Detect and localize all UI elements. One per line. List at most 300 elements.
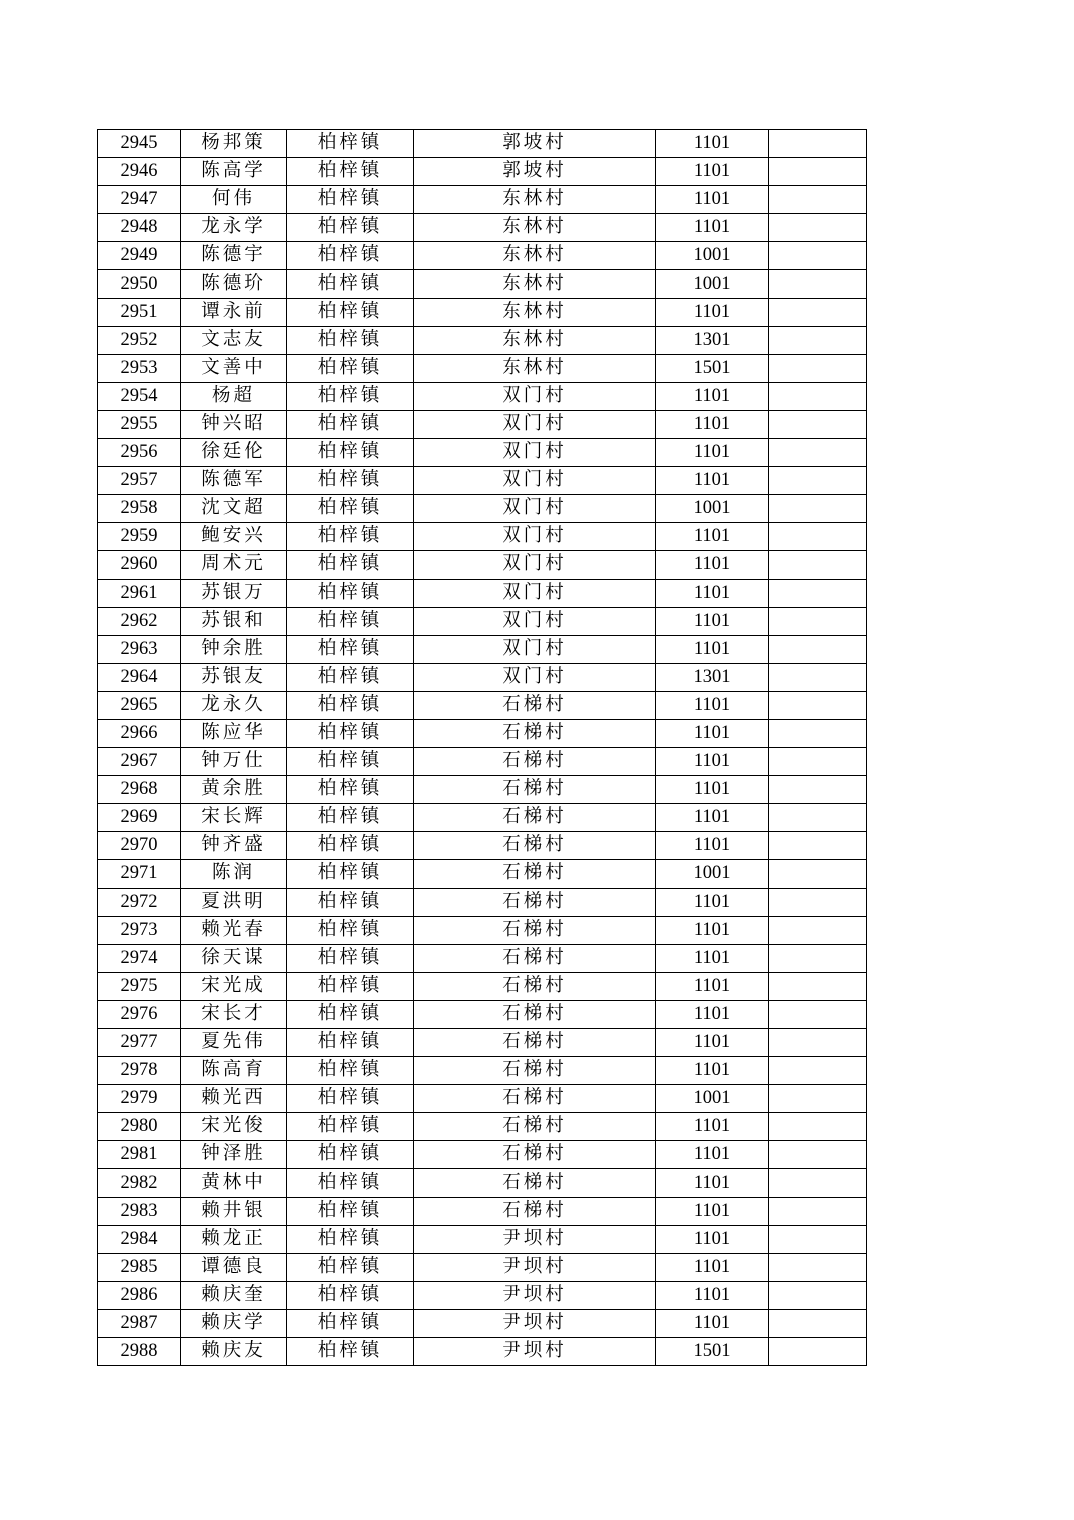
row-number-cell: 2967 bbox=[98, 748, 181, 776]
town-cell: 柏梓镇 bbox=[287, 242, 414, 270]
person-name-cell: 黄余胜 bbox=[181, 776, 287, 804]
person-name-cell: 陈润 bbox=[181, 860, 287, 888]
person-name-cell: 文志友 bbox=[181, 326, 287, 354]
town-cell: 柏梓镇 bbox=[287, 663, 414, 691]
person-name-cell: 赖庆学 bbox=[181, 1309, 287, 1337]
row-number-cell: 2947 bbox=[98, 186, 181, 214]
row-number-cell: 2961 bbox=[98, 579, 181, 607]
note-cell bbox=[769, 1197, 867, 1225]
table-row bbox=[98, 719, 867, 747]
village-cell: 尹坝村 bbox=[414, 1253, 656, 1281]
town-cell: 柏梓镇 bbox=[287, 635, 414, 663]
row-number-cell: 2970 bbox=[98, 832, 181, 860]
note-cell bbox=[769, 832, 867, 860]
note-cell bbox=[769, 298, 867, 326]
person-name-cell: 鲍安兴 bbox=[181, 523, 287, 551]
person-name-cell: 钟兴昭 bbox=[181, 410, 287, 438]
code-cell: 1101 bbox=[656, 186, 769, 214]
village-cell: 石梯村 bbox=[414, 860, 656, 888]
row-number-cell: 2974 bbox=[98, 944, 181, 972]
row-number-cell: 2971 bbox=[98, 860, 181, 888]
code-cell: 1101 bbox=[656, 1057, 769, 1085]
person-name-cell: 赖光春 bbox=[181, 916, 287, 944]
row-number-cell: 2978 bbox=[98, 1057, 181, 1085]
table-row bbox=[98, 242, 867, 270]
row-number-cell: 2975 bbox=[98, 972, 181, 1000]
note-cell bbox=[769, 663, 867, 691]
table-row bbox=[98, 635, 867, 663]
table-row bbox=[98, 804, 867, 832]
town-cell: 柏梓镇 bbox=[287, 748, 414, 776]
code-cell: 1101 bbox=[656, 214, 769, 242]
code-cell: 1001 bbox=[656, 1085, 769, 1113]
village-cell: 东林村 bbox=[414, 326, 656, 354]
person-name-cell: 钟余胜 bbox=[181, 635, 287, 663]
row-number-cell: 2968 bbox=[98, 776, 181, 804]
town-cell: 柏梓镇 bbox=[287, 495, 414, 523]
table-row bbox=[98, 748, 867, 776]
person-name-cell: 夏先伟 bbox=[181, 1029, 287, 1057]
code-cell: 1301 bbox=[656, 663, 769, 691]
town-cell: 柏梓镇 bbox=[287, 382, 414, 410]
code-cell: 1101 bbox=[656, 691, 769, 719]
table-row bbox=[98, 158, 867, 186]
village-cell: 双门村 bbox=[414, 410, 656, 438]
person-name-cell: 苏银万 bbox=[181, 579, 287, 607]
village-cell: 东林村 bbox=[414, 186, 656, 214]
code-cell: 1101 bbox=[656, 776, 769, 804]
row-number-cell: 2979 bbox=[98, 1085, 181, 1113]
code-cell: 1101 bbox=[656, 944, 769, 972]
table-row bbox=[98, 439, 867, 467]
village-cell: 石梯村 bbox=[414, 776, 656, 804]
note-cell bbox=[769, 860, 867, 888]
code-cell: 1101 bbox=[656, 410, 769, 438]
person-name-cell: 苏银和 bbox=[181, 607, 287, 635]
person-name-cell: 谭永前 bbox=[181, 298, 287, 326]
village-cell: 石梯村 bbox=[414, 1141, 656, 1169]
person-name-cell: 苏银友 bbox=[181, 663, 287, 691]
row-number-cell: 2982 bbox=[98, 1169, 181, 1197]
village-cell: 石梯村 bbox=[414, 748, 656, 776]
town-cell: 柏梓镇 bbox=[287, 832, 414, 860]
person-name-cell: 宋长辉 bbox=[181, 804, 287, 832]
note-cell bbox=[769, 270, 867, 298]
table-row bbox=[98, 326, 867, 354]
code-cell: 1101 bbox=[656, 1197, 769, 1225]
town-cell: 柏梓镇 bbox=[287, 326, 414, 354]
note-cell bbox=[769, 579, 867, 607]
table-row bbox=[98, 214, 867, 242]
village-cell: 东林村 bbox=[414, 354, 656, 382]
note-cell bbox=[769, 1253, 867, 1281]
code-cell: 1101 bbox=[656, 832, 769, 860]
row-number-cell: 2951 bbox=[98, 298, 181, 326]
town-cell: 柏梓镇 bbox=[287, 1141, 414, 1169]
person-name-cell: 宋光成 bbox=[181, 972, 287, 1000]
note-cell bbox=[769, 691, 867, 719]
row-number-cell: 2959 bbox=[98, 523, 181, 551]
village-cell: 石梯村 bbox=[414, 972, 656, 1000]
note-cell bbox=[769, 804, 867, 832]
town-cell: 柏梓镇 bbox=[287, 467, 414, 495]
town-cell: 柏梓镇 bbox=[287, 439, 414, 467]
table-row bbox=[98, 1281, 867, 1309]
note-cell bbox=[769, 607, 867, 635]
table-row bbox=[98, 523, 867, 551]
village-cell: 东林村 bbox=[414, 242, 656, 270]
row-number-cell: 2954 bbox=[98, 382, 181, 410]
person-name-cell: 文善中 bbox=[181, 354, 287, 382]
table-row bbox=[98, 495, 867, 523]
table-row bbox=[98, 1085, 867, 1113]
town-cell: 柏梓镇 bbox=[287, 214, 414, 242]
code-cell: 1001 bbox=[656, 860, 769, 888]
town-cell: 柏梓镇 bbox=[287, 579, 414, 607]
note-cell bbox=[769, 551, 867, 579]
village-cell: 石梯村 bbox=[414, 691, 656, 719]
note-cell bbox=[769, 242, 867, 270]
village-cell: 东林村 bbox=[414, 270, 656, 298]
person-name-cell: 赖庆奎 bbox=[181, 1281, 287, 1309]
village-cell: 双门村 bbox=[414, 495, 656, 523]
village-cell: 双门村 bbox=[414, 467, 656, 495]
row-number-cell: 2950 bbox=[98, 270, 181, 298]
row-number-cell: 2986 bbox=[98, 1281, 181, 1309]
row-number-cell: 2987 bbox=[98, 1309, 181, 1337]
town-cell: 柏梓镇 bbox=[287, 523, 414, 551]
code-cell: 1101 bbox=[656, 719, 769, 747]
code-cell: 1101 bbox=[656, 130, 769, 158]
village-cell: 石梯村 bbox=[414, 888, 656, 916]
table-row bbox=[98, 944, 867, 972]
code-cell: 1101 bbox=[656, 1309, 769, 1337]
table-row bbox=[98, 1338, 867, 1366]
row-number-cell: 2953 bbox=[98, 354, 181, 382]
note-cell bbox=[769, 1029, 867, 1057]
code-cell: 1101 bbox=[656, 1029, 769, 1057]
village-cell: 石梯村 bbox=[414, 916, 656, 944]
row-number-cell: 2972 bbox=[98, 888, 181, 916]
village-cell: 石梯村 bbox=[414, 1169, 656, 1197]
town-cell: 柏梓镇 bbox=[287, 944, 414, 972]
row-number-cell: 2969 bbox=[98, 804, 181, 832]
row-number-cell: 2962 bbox=[98, 607, 181, 635]
code-cell: 1501 bbox=[656, 1338, 769, 1366]
table-row bbox=[98, 186, 867, 214]
note-cell bbox=[769, 186, 867, 214]
person-name-cell: 赖光西 bbox=[181, 1085, 287, 1113]
note-cell bbox=[769, 635, 867, 663]
code-cell: 1001 bbox=[656, 270, 769, 298]
village-cell: 双门村 bbox=[414, 523, 656, 551]
town-cell: 柏梓镇 bbox=[287, 298, 414, 326]
person-name-cell: 钟齐盛 bbox=[181, 832, 287, 860]
village-cell: 石梯村 bbox=[414, 719, 656, 747]
village-cell: 郭坡村 bbox=[414, 130, 656, 158]
note-cell bbox=[769, 410, 867, 438]
note-cell bbox=[769, 495, 867, 523]
code-cell: 1101 bbox=[656, 804, 769, 832]
table-row bbox=[98, 1029, 867, 1057]
town-cell: 柏梓镇 bbox=[287, 130, 414, 158]
code-cell: 1101 bbox=[656, 439, 769, 467]
person-name-cell: 赖庆友 bbox=[181, 1338, 287, 1366]
row-number-cell: 2977 bbox=[98, 1029, 181, 1057]
code-cell: 1101 bbox=[656, 748, 769, 776]
village-cell: 石梯村 bbox=[414, 1000, 656, 1028]
note-cell bbox=[769, 1085, 867, 1113]
row-number-cell: 2945 bbox=[98, 130, 181, 158]
person-name-cell: 周术元 bbox=[181, 551, 287, 579]
table-row bbox=[98, 579, 867, 607]
town-cell: 柏梓镇 bbox=[287, 860, 414, 888]
person-name-cell: 陈高育 bbox=[181, 1057, 287, 1085]
row-number-cell: 2973 bbox=[98, 916, 181, 944]
town-cell: 柏梓镇 bbox=[287, 972, 414, 1000]
row-number-cell: 2984 bbox=[98, 1225, 181, 1253]
town-cell: 柏梓镇 bbox=[287, 354, 414, 382]
note-cell bbox=[769, 1141, 867, 1169]
village-cell: 石梯村 bbox=[414, 1029, 656, 1057]
village-cell: 双门村 bbox=[414, 551, 656, 579]
village-cell: 尹坝村 bbox=[414, 1309, 656, 1337]
code-cell: 1101 bbox=[656, 158, 769, 186]
town-cell: 柏梓镇 bbox=[287, 1057, 414, 1085]
table-row bbox=[98, 1253, 867, 1281]
row-number-cell: 2983 bbox=[98, 1197, 181, 1225]
row-number-cell: 2948 bbox=[98, 214, 181, 242]
town-cell: 柏梓镇 bbox=[287, 186, 414, 214]
note-cell bbox=[769, 130, 867, 158]
person-name-cell: 钟万仕 bbox=[181, 748, 287, 776]
person-name-cell: 陈德宇 bbox=[181, 242, 287, 270]
town-cell: 柏梓镇 bbox=[287, 888, 414, 916]
note-cell bbox=[769, 748, 867, 776]
row-number-cell: 2960 bbox=[98, 551, 181, 579]
code-cell: 1101 bbox=[656, 382, 769, 410]
town-cell: 柏梓镇 bbox=[287, 916, 414, 944]
row-number-cell: 2988 bbox=[98, 1338, 181, 1366]
table-row bbox=[98, 916, 867, 944]
table-row bbox=[98, 972, 867, 1000]
row-number-cell: 2980 bbox=[98, 1113, 181, 1141]
note-cell bbox=[769, 776, 867, 804]
person-name-cell: 陈应华 bbox=[181, 719, 287, 747]
roster-table bbox=[97, 129, 867, 1366]
code-cell: 1001 bbox=[656, 242, 769, 270]
town-cell: 柏梓镇 bbox=[287, 1197, 414, 1225]
village-cell: 石梯村 bbox=[414, 1085, 656, 1113]
code-cell: 1101 bbox=[656, 1281, 769, 1309]
table-row bbox=[98, 1169, 867, 1197]
code-cell: 1101 bbox=[656, 635, 769, 663]
person-name-cell: 钟泽胜 bbox=[181, 1141, 287, 1169]
table-row bbox=[98, 382, 867, 410]
village-cell: 双门村 bbox=[414, 382, 656, 410]
table-row bbox=[98, 1113, 867, 1141]
person-name-cell: 夏洪明 bbox=[181, 888, 287, 916]
table-row bbox=[98, 1197, 867, 1225]
table-row bbox=[98, 1057, 867, 1085]
table-row bbox=[98, 691, 867, 719]
village-cell: 石梯村 bbox=[414, 804, 656, 832]
village-cell: 石梯村 bbox=[414, 1057, 656, 1085]
code-cell: 1101 bbox=[656, 888, 769, 916]
row-number-cell: 2981 bbox=[98, 1141, 181, 1169]
code-cell: 1001 bbox=[656, 495, 769, 523]
note-cell bbox=[769, 944, 867, 972]
table-row bbox=[98, 1309, 867, 1337]
note-cell bbox=[769, 719, 867, 747]
code-cell: 1101 bbox=[656, 1141, 769, 1169]
town-cell: 柏梓镇 bbox=[287, 1309, 414, 1337]
town-cell: 柏梓镇 bbox=[287, 1085, 414, 1113]
row-number-cell: 2957 bbox=[98, 467, 181, 495]
table-row bbox=[98, 270, 867, 298]
note-cell bbox=[769, 326, 867, 354]
person-name-cell: 赖龙正 bbox=[181, 1225, 287, 1253]
code-cell: 1101 bbox=[656, 1169, 769, 1197]
row-number-cell: 2976 bbox=[98, 1000, 181, 1028]
note-cell bbox=[769, 158, 867, 186]
table-row bbox=[98, 663, 867, 691]
village-cell: 双门村 bbox=[414, 663, 656, 691]
town-cell: 柏梓镇 bbox=[287, 158, 414, 186]
town-cell: 柏梓镇 bbox=[287, 551, 414, 579]
row-number-cell: 2952 bbox=[98, 326, 181, 354]
note-cell bbox=[769, 439, 867, 467]
town-cell: 柏梓镇 bbox=[287, 410, 414, 438]
row-number-cell: 2966 bbox=[98, 719, 181, 747]
code-cell: 1101 bbox=[656, 1225, 769, 1253]
town-cell: 柏梓镇 bbox=[287, 691, 414, 719]
town-cell: 柏梓镇 bbox=[287, 1253, 414, 1281]
person-name-cell: 黄林中 bbox=[181, 1169, 287, 1197]
table-row bbox=[98, 354, 867, 382]
code-cell: 1101 bbox=[656, 607, 769, 635]
note-cell bbox=[769, 1113, 867, 1141]
village-cell: 东林村 bbox=[414, 214, 656, 242]
code-cell: 1101 bbox=[656, 579, 769, 607]
town-cell: 柏梓镇 bbox=[287, 270, 414, 298]
note-cell bbox=[769, 1309, 867, 1337]
row-number-cell: 2964 bbox=[98, 663, 181, 691]
person-name-cell: 陈德玠 bbox=[181, 270, 287, 298]
note-cell bbox=[769, 972, 867, 1000]
village-cell: 尹坝村 bbox=[414, 1281, 656, 1309]
village-cell: 郭坡村 bbox=[414, 158, 656, 186]
person-name-cell: 宋长才 bbox=[181, 1000, 287, 1028]
village-cell: 石梯村 bbox=[414, 832, 656, 860]
person-name-cell: 陈高学 bbox=[181, 158, 287, 186]
table-row bbox=[98, 410, 867, 438]
note-cell bbox=[769, 1281, 867, 1309]
person-name-cell: 陈德军 bbox=[181, 467, 287, 495]
table-row bbox=[98, 1000, 867, 1028]
town-cell: 柏梓镇 bbox=[287, 607, 414, 635]
person-name-cell: 龙永学 bbox=[181, 214, 287, 242]
note-cell bbox=[769, 1169, 867, 1197]
table-row bbox=[98, 776, 867, 804]
town-cell: 柏梓镇 bbox=[287, 1338, 414, 1366]
row-number-cell: 2985 bbox=[98, 1253, 181, 1281]
code-cell: 1501 bbox=[656, 354, 769, 382]
code-cell: 1101 bbox=[656, 1000, 769, 1028]
town-cell: 柏梓镇 bbox=[287, 719, 414, 747]
town-cell: 柏梓镇 bbox=[287, 1281, 414, 1309]
village-cell: 双门村 bbox=[414, 579, 656, 607]
person-name-cell: 赖井银 bbox=[181, 1197, 287, 1225]
town-cell: 柏梓镇 bbox=[287, 804, 414, 832]
code-cell: 1101 bbox=[656, 298, 769, 326]
person-name-cell: 徐天谋 bbox=[181, 944, 287, 972]
code-cell: 1101 bbox=[656, 916, 769, 944]
row-number-cell: 2958 bbox=[98, 495, 181, 523]
note-cell bbox=[769, 1057, 867, 1085]
person-name-cell: 宋光俊 bbox=[181, 1113, 287, 1141]
town-cell: 柏梓镇 bbox=[287, 1000, 414, 1028]
note-cell bbox=[769, 1000, 867, 1028]
code-cell: 1301 bbox=[656, 326, 769, 354]
note-cell bbox=[769, 888, 867, 916]
person-name-cell: 杨邦策 bbox=[181, 130, 287, 158]
table-row bbox=[98, 832, 867, 860]
row-number-cell: 2949 bbox=[98, 242, 181, 270]
person-name-cell: 徐廷伦 bbox=[181, 439, 287, 467]
table-row bbox=[98, 1225, 867, 1253]
note-cell bbox=[769, 382, 867, 410]
village-cell: 石梯村 bbox=[414, 1197, 656, 1225]
code-cell: 1101 bbox=[656, 551, 769, 579]
village-cell: 双门村 bbox=[414, 635, 656, 663]
village-cell: 东林村 bbox=[414, 298, 656, 326]
note-cell bbox=[769, 1225, 867, 1253]
table-row bbox=[98, 298, 867, 326]
note-cell bbox=[769, 467, 867, 495]
code-cell: 1101 bbox=[656, 972, 769, 1000]
code-cell: 1101 bbox=[656, 467, 769, 495]
row-number-cell: 2946 bbox=[98, 158, 181, 186]
village-cell: 尹坝村 bbox=[414, 1225, 656, 1253]
roster-table-body bbox=[98, 130, 867, 1366]
table-row bbox=[98, 467, 867, 495]
village-cell: 石梯村 bbox=[414, 1113, 656, 1141]
table-row bbox=[98, 551, 867, 579]
table-row bbox=[98, 607, 867, 635]
table-row bbox=[98, 1141, 867, 1169]
code-cell: 1101 bbox=[656, 523, 769, 551]
village-cell: 双门村 bbox=[414, 439, 656, 467]
village-cell: 双门村 bbox=[414, 607, 656, 635]
table-row bbox=[98, 888, 867, 916]
person-name-cell: 龙永久 bbox=[181, 691, 287, 719]
note-cell bbox=[769, 354, 867, 382]
person-name-cell: 何伟 bbox=[181, 186, 287, 214]
row-number-cell: 2956 bbox=[98, 439, 181, 467]
row-number-cell: 2955 bbox=[98, 410, 181, 438]
town-cell: 柏梓镇 bbox=[287, 1225, 414, 1253]
town-cell: 柏梓镇 bbox=[287, 1029, 414, 1057]
note-cell bbox=[769, 916, 867, 944]
village-cell: 石梯村 bbox=[414, 944, 656, 972]
table-row bbox=[98, 860, 867, 888]
note-cell bbox=[769, 1338, 867, 1366]
note-cell bbox=[769, 214, 867, 242]
row-number-cell: 2963 bbox=[98, 635, 181, 663]
person-name-cell: 谭德良 bbox=[181, 1253, 287, 1281]
table-row bbox=[98, 130, 867, 158]
